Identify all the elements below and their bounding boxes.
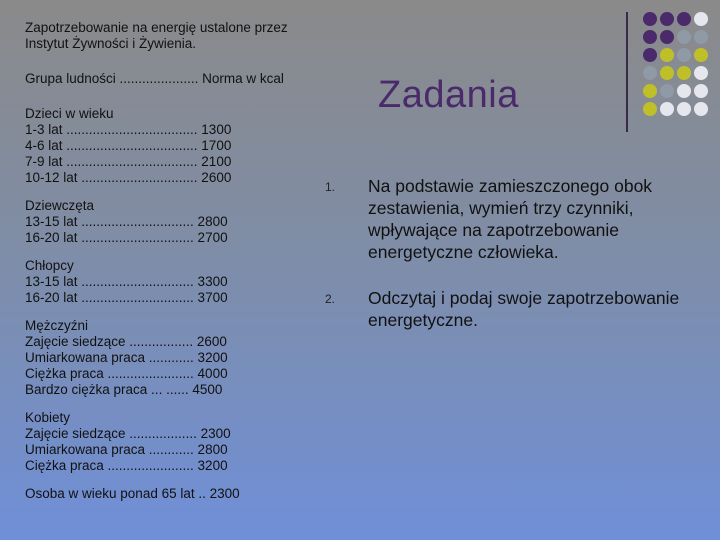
task-text: Odczytaj i podaj swoje zapotrzebowanie energetyczne. <box>368 288 680 330</box>
dot <box>643 48 657 62</box>
group-title-boys: Chłopcy <box>25 258 74 273</box>
energy-norms-list <box>25 20 325 502</box>
list-item: 1-3 lat ................................... 1300 <box>25 122 232 137</box>
dot <box>660 102 674 116</box>
list-item: Ciężka praca ....................... 3200 <box>25 458 228 473</box>
dot <box>660 48 674 62</box>
dot <box>677 84 691 98</box>
dot <box>660 66 674 80</box>
intro-line-1: Zapotrzebowanie na energię ustalone przez <box>25 20 288 35</box>
task-item-1 <box>320 175 700 263</box>
dot <box>694 12 708 26</box>
dot <box>677 102 691 116</box>
task-item-2 <box>320 287 700 331</box>
list-item: Umiarkowana praca ............ 3200 <box>25 350 228 365</box>
list-item: Umiarkowana praca ............ 2800 <box>25 442 228 457</box>
list-item: Zajęcie siedzące .................. 2300 <box>25 426 231 441</box>
dot <box>660 30 674 44</box>
list-item: 13-15 lat .............................. 2800 <box>25 214 228 229</box>
dot <box>660 12 674 26</box>
dot <box>694 66 708 80</box>
dot <box>677 48 691 62</box>
footer-seniors: Osoba w wieku ponad 65 lat .. 2300 <box>25 486 240 501</box>
dot <box>643 66 657 80</box>
dot <box>694 30 708 44</box>
intro-line-2: Instytut Żywności i Żywienia. <box>25 36 197 51</box>
dot <box>694 102 708 116</box>
list-item: 10-12 lat ............................... 2600 <box>25 170 232 185</box>
dot <box>643 102 657 116</box>
task-number: 2. <box>325 292 336 306</box>
table-header: Grupa ludności ..................... Norma w kcal <box>25 71 284 86</box>
list-item: 13-15 lat .............................. 3300 <box>25 274 228 289</box>
list-item: Ciężka praca ....................... 4000 <box>25 366 228 381</box>
group-title-children: Dzieci w wieku <box>25 106 114 121</box>
group-title-men: Mężczyźni <box>25 318 89 333</box>
dot <box>694 48 708 62</box>
divider-line <box>626 12 628 132</box>
slide-title: Zadania <box>378 74 519 116</box>
list-item: 4-6 lat ................................... 1700 <box>25 138 232 153</box>
task-list <box>320 175 700 355</box>
group-title-women: Kobiety <box>25 410 71 425</box>
dot <box>677 12 691 26</box>
list-item: 16-20 lat .............................. 3700 <box>25 290 228 305</box>
dot <box>694 84 708 98</box>
list-item: 7-9 lat ................................... 2100 <box>25 154 232 169</box>
dot <box>643 12 657 26</box>
task-number: 1. <box>325 180 336 194</box>
group-title-girls: Dziewczęta <box>25 198 95 213</box>
dot <box>677 30 691 44</box>
dot <box>643 30 657 44</box>
dot <box>660 84 674 98</box>
list-item: 16-20 lat .............................. 2700 <box>25 230 228 245</box>
dot <box>643 84 657 98</box>
list-item: Bardzo ciężka praca ... ...... 4500 <box>25 382 223 397</box>
task-text: Na podstawie zamieszczonego obok zestawienia, wymień trzy czynniki, wpływające na zapotrzebowanie energetyczne człowieka. <box>368 176 653 262</box>
dot <box>677 66 691 80</box>
list-item: Zajęcie siedzące ................. 2600 <box>25 334 227 349</box>
